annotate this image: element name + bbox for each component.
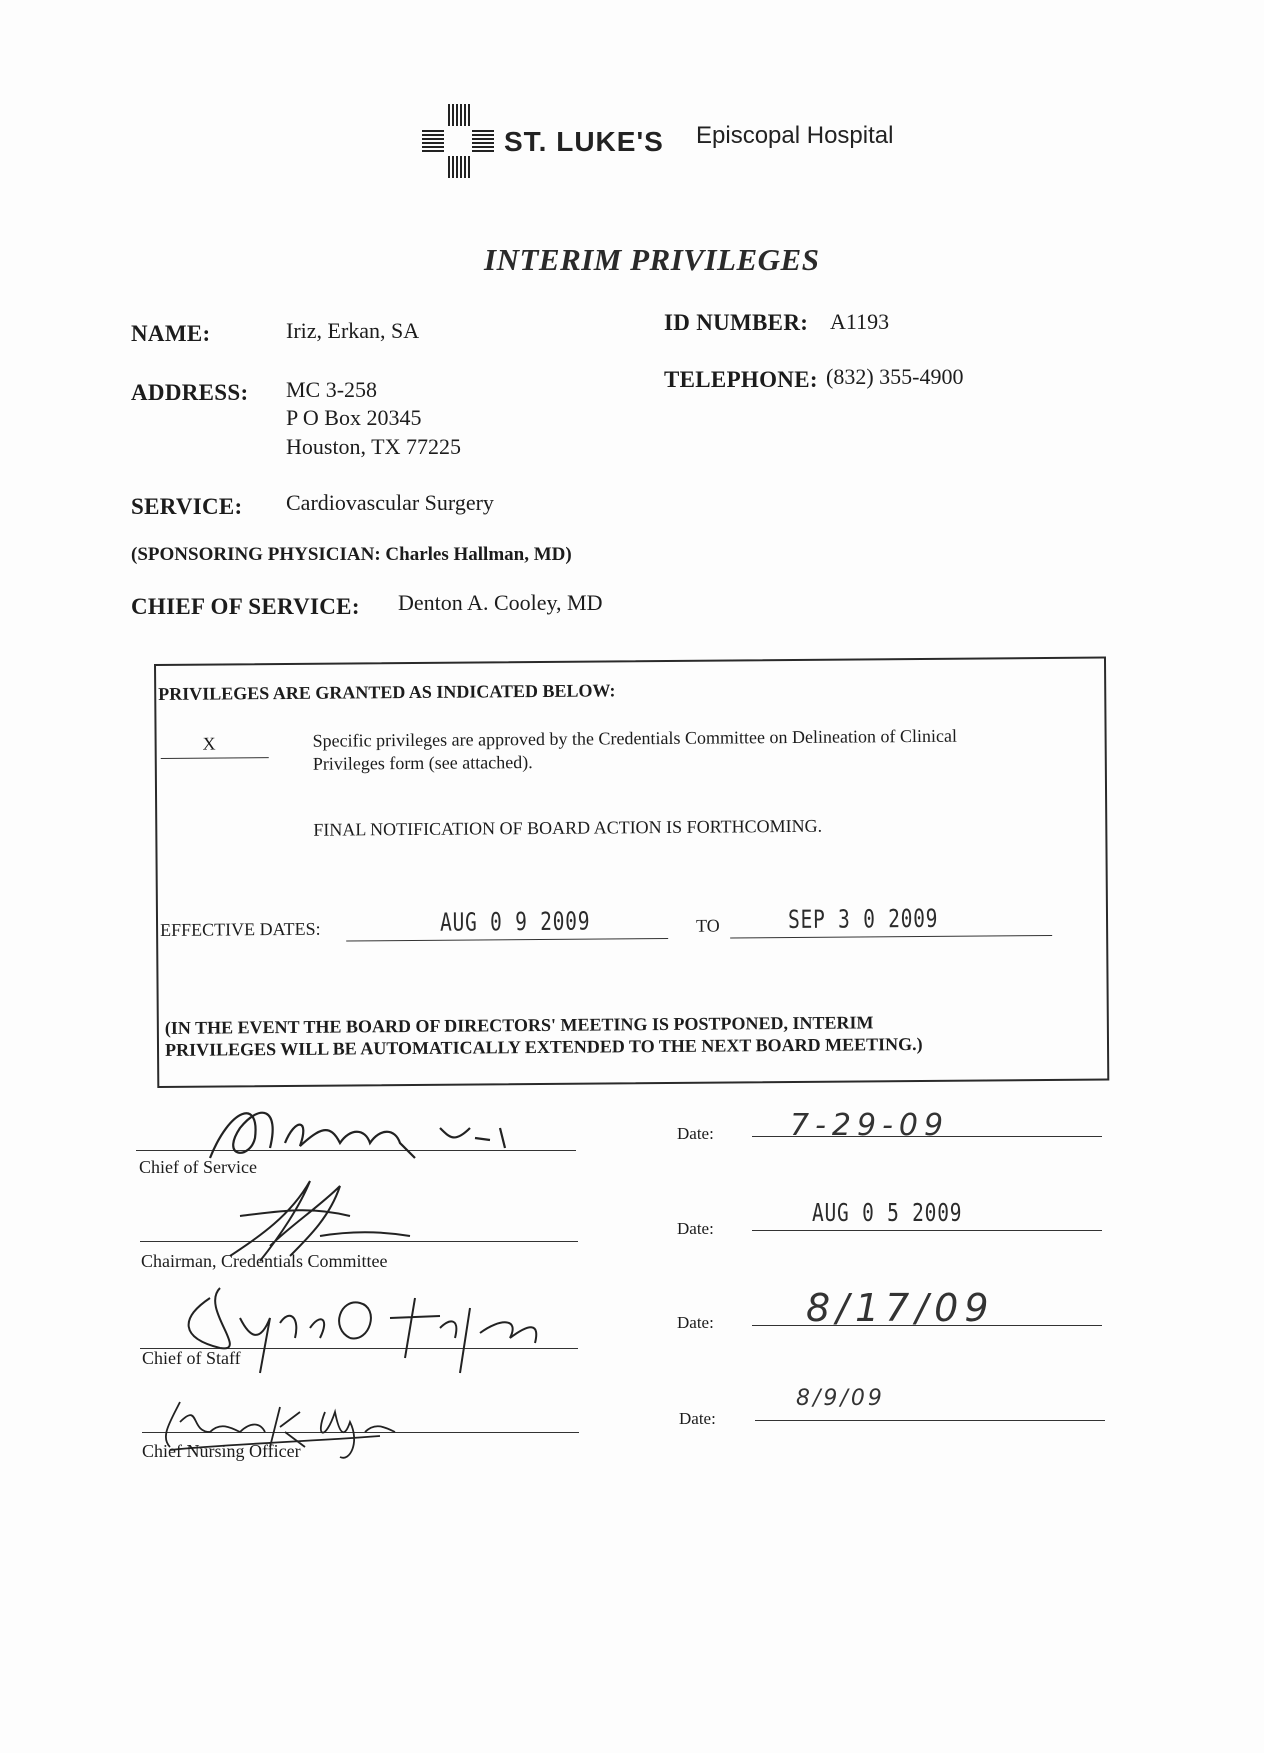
chief-nursing-officer-label: Chief Nursing Officer <box>142 1441 301 1461</box>
privileges-heading: PRIVILEGES ARE GRANTED AS INDICATED BELOW: <box>158 680 616 704</box>
specific-privileges-text-2: Privileges form (see attached). <box>312 752 533 774</box>
date-value-3: 8/17/09 <box>806 1286 995 1330</box>
address-label: ADDRESS: <box>131 380 249 405</box>
postponement-note-2: PRIVILEGES WILL BE AUTOMATICALLY EXTENDED TO THE NEXT BOARD MEETING.) <box>164 1033 923 1060</box>
effective-dates-label: EFFECTIVE DATES: <box>160 918 321 940</box>
postponement-note-1: (IN THE EVENT THE BOARD OF DIRECTORS' MEETING IS POSTPONED, INTERIM <box>164 1012 874 1038</box>
date-label-4: Date: <box>679 1409 716 1428</box>
service-label: SERVICE: <box>131 494 243 519</box>
document-title: INTERIM PRIVILEGES <box>484 242 820 277</box>
effective-from-date: AUG 0 9 2009 <box>439 906 591 937</box>
to-label: TO <box>695 915 720 936</box>
final-notification: FINAL NOTIFICATION OF BOARD ACTION IS FORTHCOMING. <box>313 815 823 840</box>
date-value-4: 8/9/09 <box>796 1386 885 1411</box>
telephone-label: TELEPHONE: <box>664 367 818 392</box>
date-label-3: Date: <box>677 1313 714 1332</box>
date-value-1: 7-29-09 <box>790 1108 950 1143</box>
date-value-2: AUG 0 5 2009 <box>812 1198 963 1227</box>
id-number-label: ID NUMBER: <box>664 310 809 335</box>
specific-privileges-text: Specific privileges are approved by the Credentials Committee on Delineation of Clinical <box>312 725 957 751</box>
chief-of-staff-label: Chief of Staff <box>142 1348 241 1368</box>
address-line-2: P O Box 20345 <box>286 405 422 430</box>
id-number-value: A1193 <box>830 309 890 334</box>
address-line-3: Houston, TX 77225 <box>286 434 461 459</box>
date-label-2: Date: <box>677 1219 714 1238</box>
effective-to-date: SEP 3 0 2009 <box>787 903 939 935</box>
name-label: NAME: <box>131 321 211 346</box>
name-value: Iriz, Erkan, SA <box>286 318 420 343</box>
hospital-subtitle: Episcopal Hospital <box>696 122 894 149</box>
chief-of-service-label: Chief of Service <box>139 1157 257 1177</box>
hospital-name: ST. LUKE'S <box>504 126 664 157</box>
privileges-box <box>154 657 1109 1088</box>
date-label-1: Date: <box>677 1124 714 1143</box>
chief-of-service-label: CHIEF OF SERVICE: <box>131 594 360 619</box>
telephone-value: (832) 355-4900 <box>826 364 964 389</box>
chairman-credentials-label: Chairman, Credentials Committee <box>141 1251 388 1271</box>
check-mark: X <box>202 733 216 754</box>
address-line-1: MC 3-258 <box>286 377 378 402</box>
chief-of-service-signature <box>200 1098 580 1168</box>
hospital-cross-logo <box>422 104 494 178</box>
chief-of-service-value: Denton A. Cooley, MD <box>398 590 603 615</box>
service-value: Cardiovascular Surgery <box>286 490 494 515</box>
sponsoring-physician: (SPONSORING PHYSICIAN: Charles Hallman, MD) <box>131 544 572 565</box>
